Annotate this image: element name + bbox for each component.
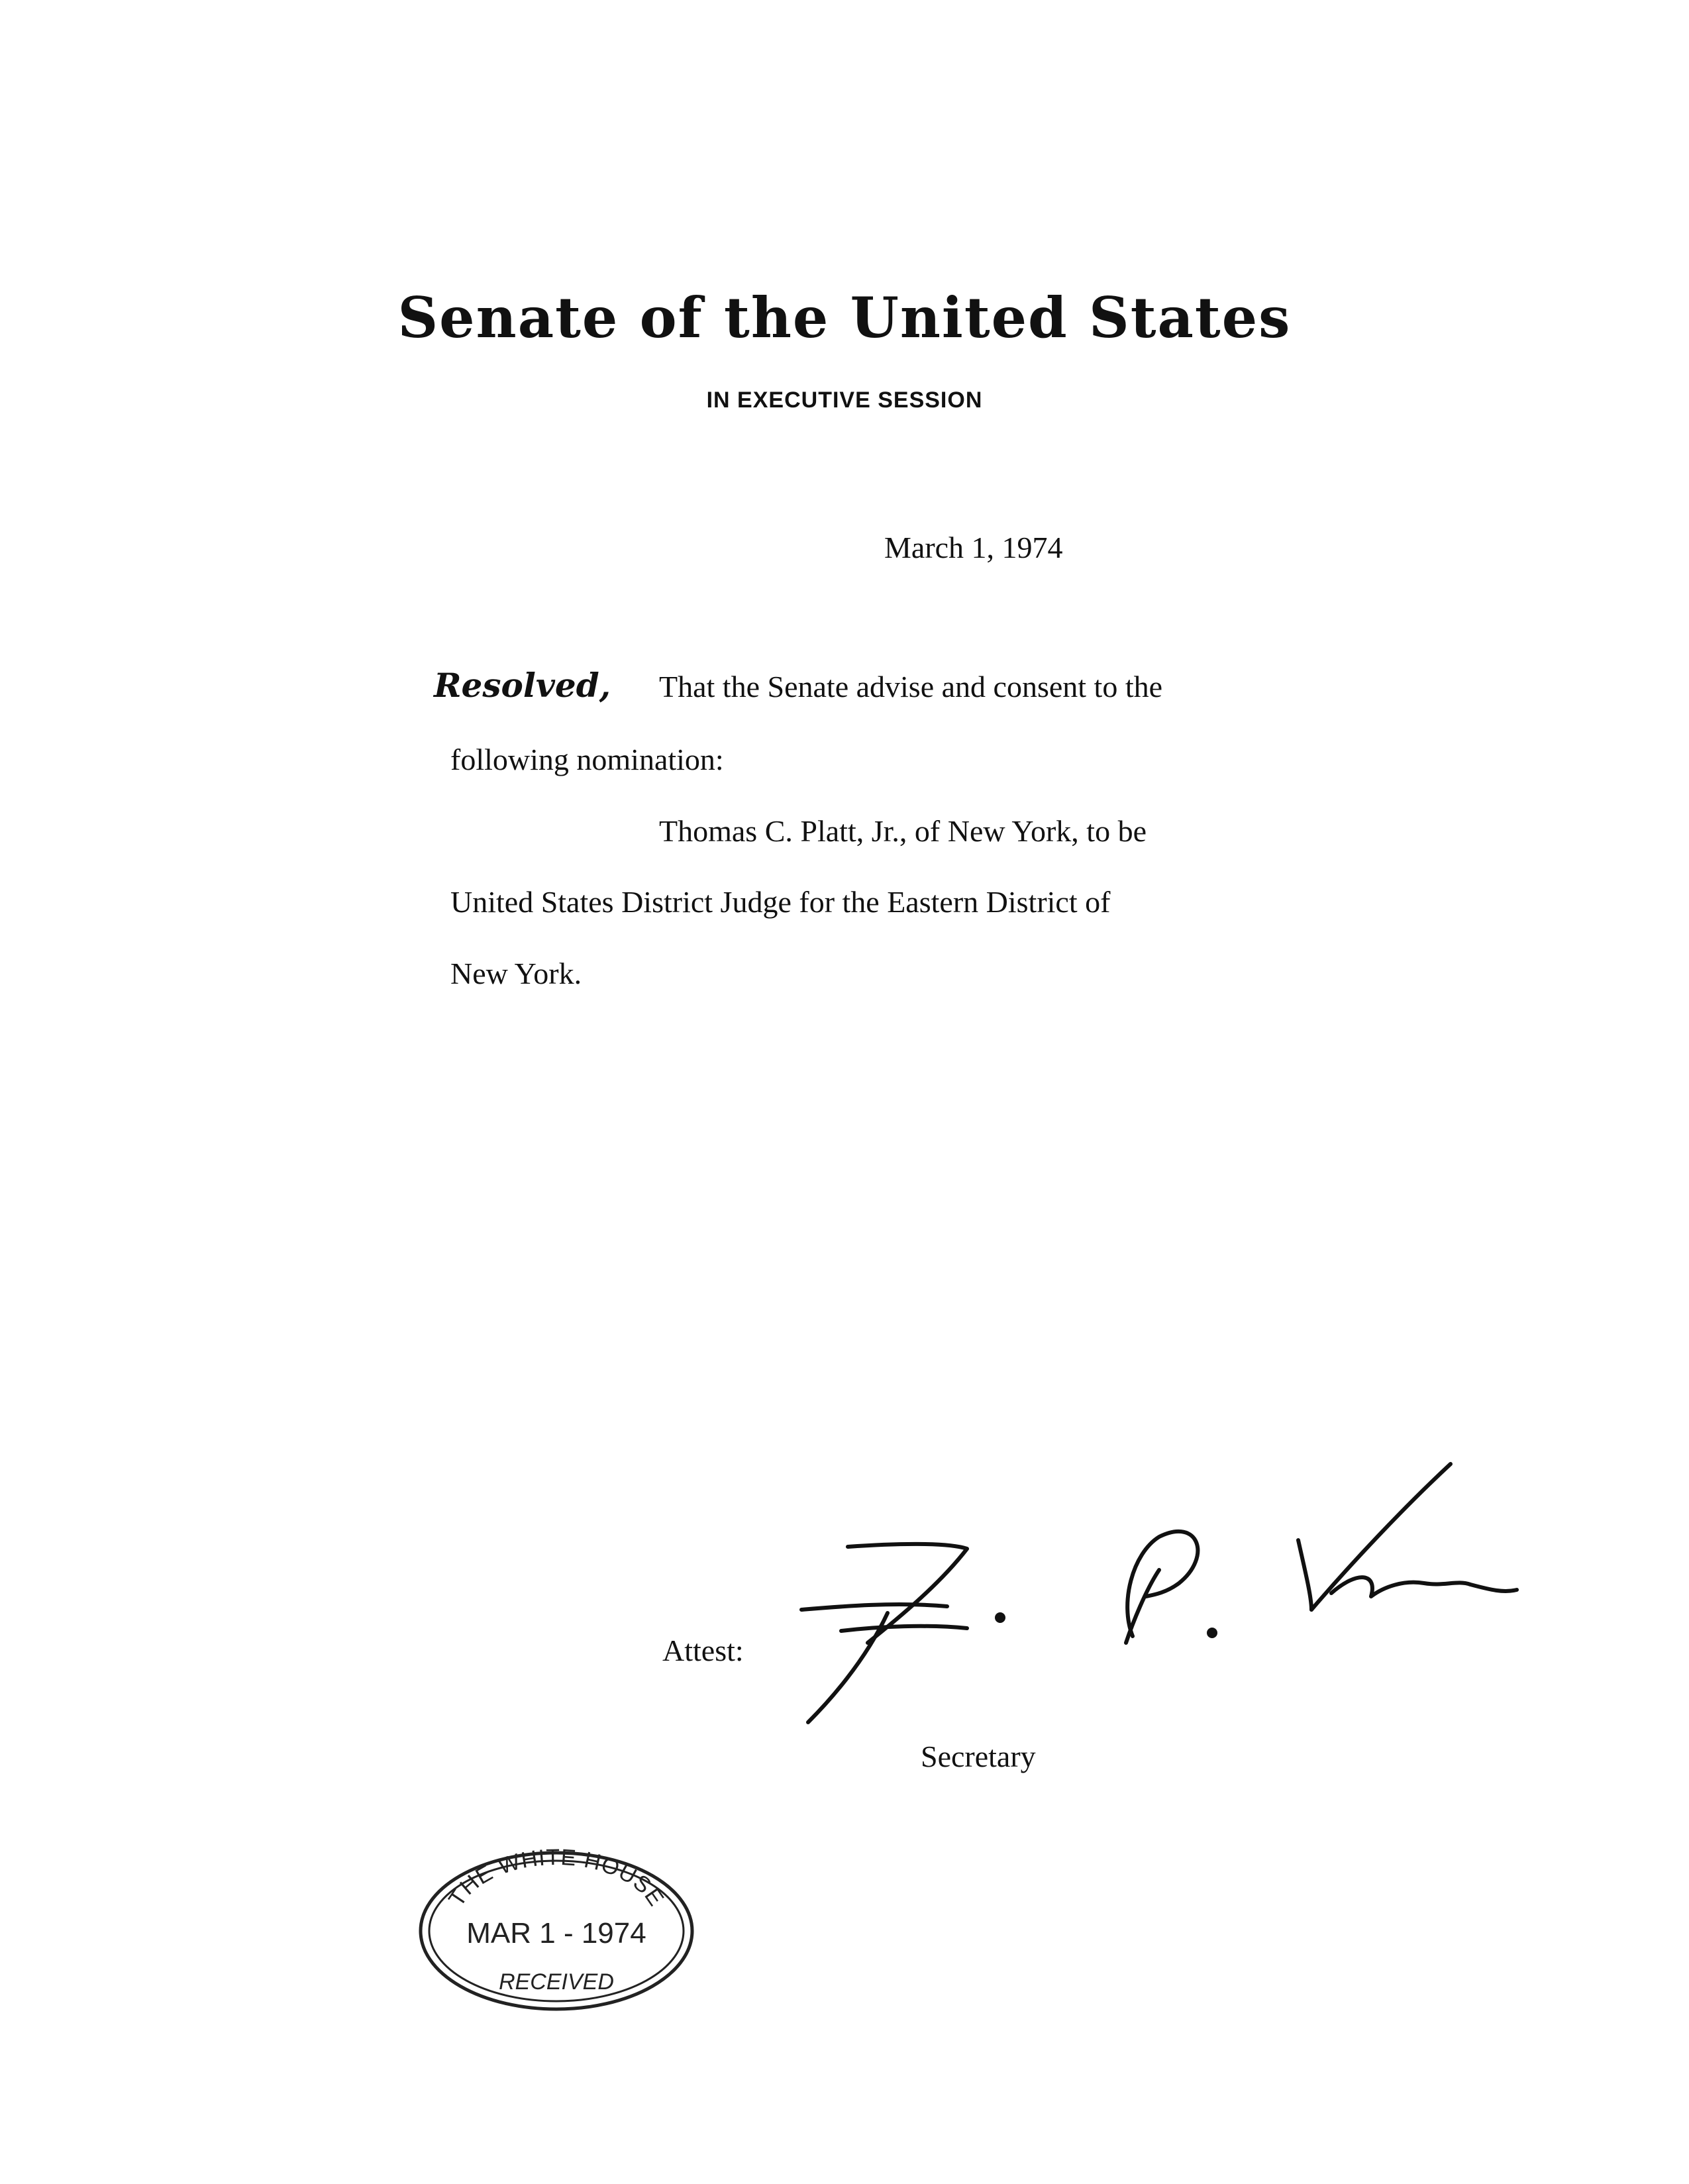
resolution-date: March 1, 1974 bbox=[884, 531, 1063, 564]
resolved-heading: Resolved, bbox=[434, 666, 611, 705]
body-line-5: New York. bbox=[450, 957, 582, 990]
session-subtitle: IN EXECUTIVE SESSION bbox=[706, 388, 983, 413]
attest-label: Attest: bbox=[662, 1634, 744, 1667]
body-line-1: That the Senate advise and consent to the bbox=[659, 670, 1163, 703]
senate-masthead: Senate of the United States bbox=[397, 285, 1292, 350]
secretary-title: Secretary bbox=[921, 1740, 1036, 1773]
body-line-4: United States District Judge for the Eastern District of bbox=[450, 885, 1111, 919]
stamp-bottom-text: RECEIVED bbox=[499, 1969, 614, 1995]
svg-text:THE WHITE HOUSE bbox=[444, 1845, 669, 1911]
secretary-signature bbox=[788, 1444, 1523, 1736]
body-line-2: following nomination: bbox=[450, 743, 724, 776]
stamp-top-text: THE WHITE HOUSE bbox=[443, 1845, 669, 1911]
stamp-date: MAR 1 - 1974 bbox=[466, 1917, 646, 1950]
body-line-3: Thomas C. Platt, Jr., of New York, to be bbox=[659, 814, 1147, 848]
white-house-received-stamp bbox=[411, 1845, 702, 2017]
